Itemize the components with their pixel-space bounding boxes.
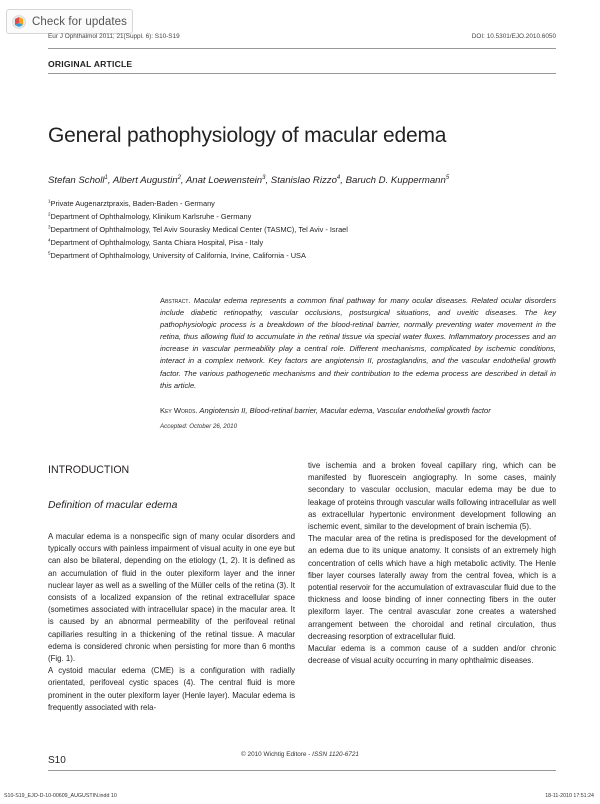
subsection-heading-definition: Definition of macular edema bbox=[48, 500, 178, 511]
print-slug-date: 18-11-2010 17:51:24 bbox=[545, 793, 594, 799]
section-heading-introduction: INTRODUCTION bbox=[48, 464, 130, 476]
keywords-text: Angiotensin II, Blood-retinal barrier, Macular edema, Vascular endothelial growth factor bbox=[199, 406, 491, 415]
accepted-date: Accepted: October 26, 2010 bbox=[160, 423, 238, 430]
paragraph: tive ischemia and a broken foveal capillary ring, which can be manifested by fluorescein angiography. In some cases, mainly secondary to vascular occlusion, macular edema may be due to leakage of proteins through vascular walls following intracellular as well as extracellular hypertonic environment development following an ischemic event, similar to the development of brain ischemia (5). bbox=[308, 461, 556, 532]
affiliation: $^1$Private Augenarztpraxis, Baden-Baden - Germany bbox=[48, 198, 215, 208]
section-rule bbox=[48, 73, 556, 74]
abstract bbox=[160, 295, 556, 392]
paragraph: Macular edema is a common cause of a sudden and/or chronic decrease of visual acuity occurring in many ophthalmic diseases. bbox=[308, 644, 556, 666]
keywords-label: Key Words. bbox=[160, 406, 198, 415]
abstract-label: Abstract. bbox=[160, 296, 191, 305]
body-column-left bbox=[48, 531, 295, 714]
affiliation: $^3$Department of Ophthalmology, Tel Aviv Sourasky Medical Center (TASMC), Tel Aviv - Israel bbox=[48, 224, 348, 234]
author-list bbox=[48, 175, 449, 186]
paragraph: The macular area of the retina is predisposed for the development of an edema due to its unique anatomy. It consists of an extremely high concentration of cells which have a high metabolic activity. The Henle fiber layer courses laterally away from the central fovea, which is a potential reservoir for the accumulation of extravascular fluid due to the thickness and loose binding of inner connecting fibers in the outer plexiform layer. The central avascular zone creates a watershed arrangement between the choroidal and retinal circulation, thus decreasing resorption of extracellular fluid. bbox=[308, 534, 556, 641]
paragraph: A macular edema is a nonspecific sign of many ocular disorders and typically occurs with painless impairment of visual acuity in one eye but can also be bilateral, depending on the etiology (1, 2). It is defined as an accumulation of fluid in the outer plexiform layer and the inner nuclear layer as well as a swelling of the Müller cells of the retina (3). It consists of a localized expansion of the retinal extracellular space (sometimes associated with intracellular space) in the macular area. It is caused by an abnormal permeability of the perifoveal retinal capillaries resulting in a thickening of the retinal tissue. A macular edema is considered chronic when persisting for more than 6 months (Fig. 1). bbox=[48, 532, 295, 664]
footer-rule bbox=[48, 770, 556, 771]
page-number: S10 bbox=[48, 755, 66, 766]
author: Stanislao Rizzo$^4$, bbox=[270, 174, 346, 186]
check-for-updates-label: Check for updates bbox=[32, 15, 128, 28]
section-label: ORIGINAL ARTICLE bbox=[48, 59, 133, 69]
affiliation: $^4$Department of Ophthalmology, Santa Chiara Hospital, Pisa - Italy bbox=[48, 237, 264, 247]
abstract-text: Macular edema represents a common final pathway for many ocular diseases. Related ocular disorders include diabetic retinopathy, vascular occlusions, postsurgical situations, and uveitic diseases. The key pathophysiologic process is a breakdown of the blood-retinal barrier, normally preventing water movement in the retina, thus allowing fluid to accumulate in the retinal tissue via special water fluxes. Inflammatory processes and an increase in vascular permeability play a central role. Different mechanisms, complicated by ischemic conditions, interact in a complex network. Key factors are angiotensin II, prostaglandins, and the vascular endothelial growth factor. The various pathogenetic mechanisms and their contribution to the edema process are described in detail in this article. bbox=[160, 296, 556, 390]
print-slug-file: S10-S19_EJO-D-10-00609_AUGUSTIN.indd 10 bbox=[4, 793, 117, 799]
copyright-line: © 2010 Wichtig Editore - ISSN 1120-6721 bbox=[241, 751, 359, 758]
affiliation: $^5$Department of Ophthalmology, University of California, Irvine, California - USA bbox=[48, 250, 306, 260]
body-column-right bbox=[308, 460, 556, 667]
doi[interactable]: DOI: 10.5301/EJO.2010.6050 bbox=[471, 33, 556, 40]
author: Baruch D. Kuppermann$^5$ bbox=[345, 174, 450, 186]
author: Stefan Scholl$^1$, bbox=[48, 174, 113, 186]
crossmark-icon bbox=[12, 15, 26, 29]
article-title: General pathophysiology of macular edema bbox=[48, 124, 447, 147]
check-for-updates-badge[interactable] bbox=[6, 9, 133, 34]
author: Albert Augustin$^2$, bbox=[112, 174, 186, 186]
journal-citation: Eur J Ophthalmol 2011; 21(Suppl. 6): S10-S19 bbox=[48, 33, 180, 40]
header-rule bbox=[48, 48, 556, 49]
paragraph: A cystoid macular edema (CME) is a configuration with radially orientated, perifoveal cystic spaces (4). The central fluid is more prominent in the outer plexiform layer (Henle layer). Macular edema is frequently associated with rela- bbox=[48, 666, 295, 712]
author: Anat Loewenstein$^3$, bbox=[185, 174, 271, 186]
keywords bbox=[160, 405, 556, 417]
affiliation: $^2$Department of Ophthalmology, Klinikum Karlsruhe - Germany bbox=[48, 211, 252, 221]
